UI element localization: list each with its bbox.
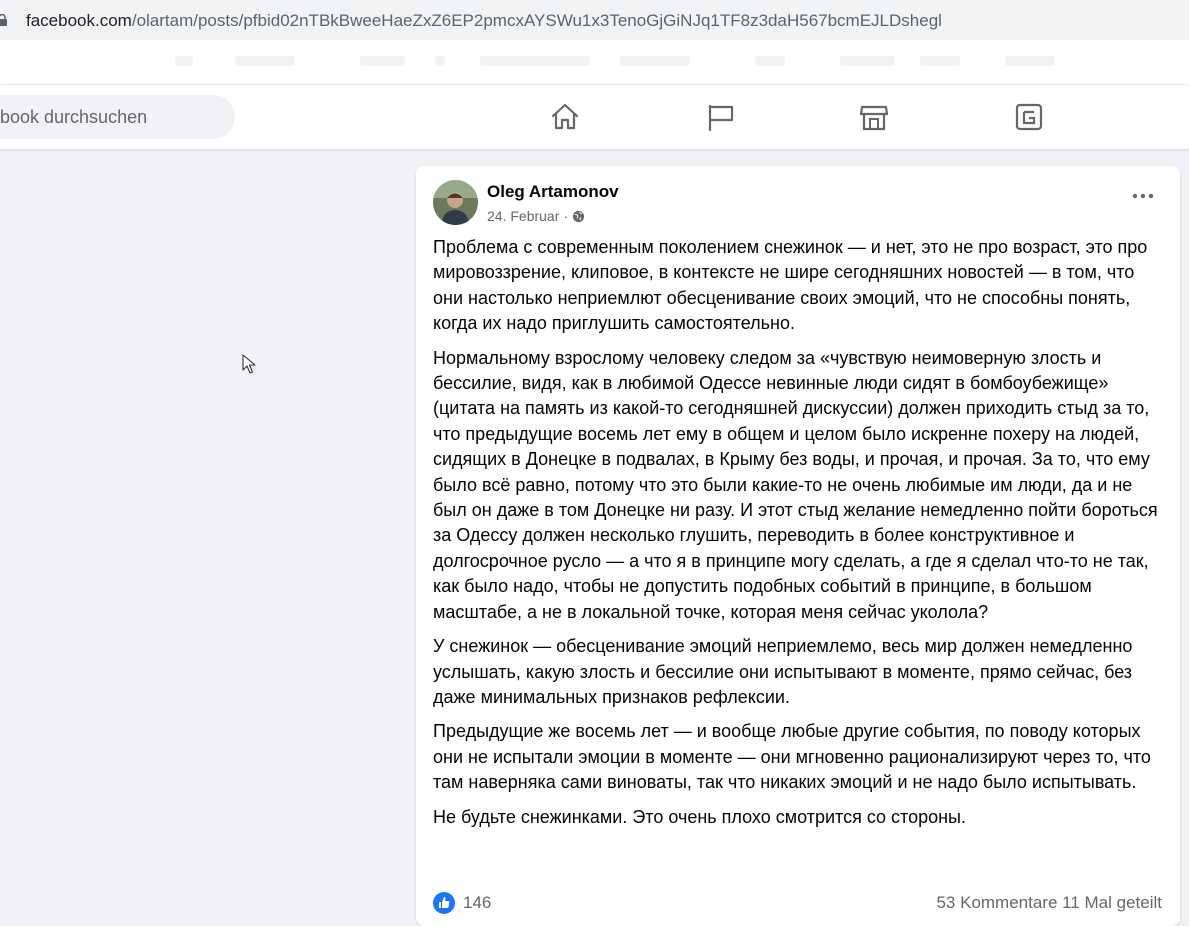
marketplace-icon[interactable] [858,101,890,133]
post-author[interactable]: Oleg Artamonov [487,182,619,201]
reaction-count: 146 [463,893,492,912]
post-paragraph: У снежинок — обесценивание эмоций неприемлемо, весь мир должен немедленно услышать, какую злость и бессилие они испытывают в моменте, прямо сейчас, без даже минимальных признаков рефлексии. [433,636,1133,707]
gaming-icon[interactable] [1013,101,1045,133]
post-paragraph: Предыдущие же восемь лет — и вообще любые другие события, по поводу которых они не испытали эмоции в моменте — они мгновенно рационализируют через то, что там наверняка сами виноваты, так что никаких эмоций и не надо было испытывать. [433,721,1151,793]
post-paragraph: Проблема с современным поколением снежинок — и нет, это не про возраст, это про мировоззрение, клиповое, в контексте не шире сегодняшних новостей — в том, что они настолько неприемлют обесценивание своих эмоций, что не способны понять, когда их надо приглушить самостоятельно. [433,237,1148,334]
like-reaction-icon [433,892,455,914]
post-date[interactable]: 24. Februar [487,208,560,224]
home-icon[interactable] [549,101,581,133]
avatar[interactable] [433,180,478,225]
post-paragraph: Нормальному взрослому человеку следом за «чувствую неимоверную злость и бессилие, видя, как в любимой Одессе невинные люди сидят в бомбоубежище» (цитата на память из какой-то сегодняшней дискуссии) должен приходить стыд за то, что предыдущие восемь лет ему в общем и целом было искренне похеру на людей, сидящих в Донецке в подвалах, в Крыму без воды, и прочая, и прочая. За то, что ему было всё равно, потому что это были какие-то не очень любимые им люди, да и не был он даже в том Донецке ни разу. И этот стыд желание немедленно пойти бороться за Одессу должен несколько глушить, переводить в более конструктивное и долгосрочное русло — а что я в принципе могу сделать, а где я сделал что-то не так, как было надо, чтобы не допустить подобных событий в принципе, в большом масштабе, а не в локальной точке, которая меня сейчас уколола? [433,347,1158,622]
comments-shares-count[interactable]: 53 Kommentare 11 Mal geteilt [936,893,1162,912]
browser-address-bar[interactable] [0,0,1189,41]
url-path: /olartam/posts/pfbid02nTBkBweeHaeZxZ6EP2pmcxAYSWu1x3TenoGjGiNJq1TF8z3daH567bcmEJLDshegl [131,11,942,30]
lock-icon [0,14,8,26]
search-placeholder: book durchsuchen [0,107,148,127]
search-input[interactable] [0,95,235,139]
address-text[interactable] [26,11,942,31]
url-host: facebook.com [26,11,132,30]
globe-icon [572,210,585,223]
post-meta [487,208,585,224]
mouse-cursor-icon [242,354,256,374]
bookmarks-bar [0,40,1189,84]
meta-separator: · [563,208,569,224]
post-card [416,166,1180,926]
more-options-icon[interactable] [1132,192,1154,200]
facebook-top-bar [0,84,1189,149]
post-text [433,235,1163,839]
post-paragraph: Не будьте снежинками. Это очень плохо смотрится со стороны. [433,806,966,827]
reaction-summary[interactable] [433,891,491,915]
flag-icon[interactable] [704,101,736,133]
